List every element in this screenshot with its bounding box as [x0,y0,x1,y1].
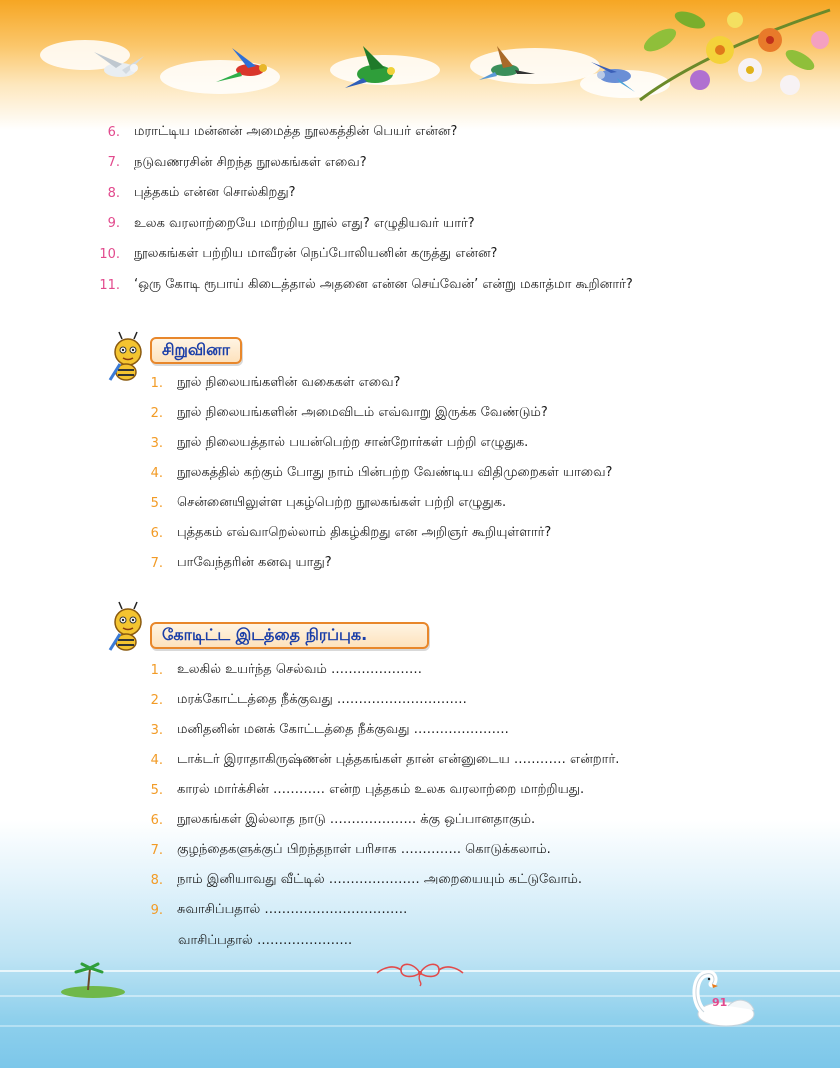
section-title: கோடிட்ட இடத்தை நிரப்புக. [150,622,429,649]
list-item [0,747,619,773]
item-number: 4. [150,752,163,768]
section-heading-short-questions [150,337,242,364]
list-item [0,777,584,803]
item-text: புத்தகம் எவ்வாறெல்லாம் திகழ்கிறது என அறிஞர் கூறியுள்ளார்? [177,525,552,540]
flower-branch-illustration [620,0,840,110]
section-heading-fill-blanks [150,622,429,649]
item-number: 8. [150,872,163,888]
item-text: புத்தகம் என்ன சொல்கிறது? [134,185,296,201]
list-item [0,897,407,923]
list-item-continuation [178,928,352,954]
page-number: 91 [712,996,728,1009]
item-number: 4. [150,465,163,481]
island-illustration [58,962,128,1002]
item-number: 2. [150,692,163,708]
item-text: நூலகங்கள் இல்லாத நாடு ……………….. க்கு ஒப்பானதாகும். [177,812,536,827]
item-text: நூல் நிலையங்களின் வகைகள் எவை? [177,375,401,390]
list-item [0,430,528,456]
item-text: காரல் மார்க்சின் ………… என்ற புத்தகம் உலக வரலாற்றை மாற்றியது. [177,782,585,797]
item-text: மனிதனின் மனக் கோட்டத்தை நீக்குவது …………………. [177,722,509,737]
decorative-ornament-icon [373,958,467,988]
item-number: 6. [107,124,120,140]
list-item [0,867,582,893]
list-item [0,807,535,833]
item-text: சென்னையிலுள்ள புகழ்பெற்ற நூலகங்கள் பற்றி எழுதுக. [177,495,507,510]
list-item [0,837,551,863]
item-number: 3. [150,722,163,738]
list-item [0,460,612,486]
item-text: உலக வரலாற்றையே மாற்றிய நூல் எது? எழுதியவர் யார்? [134,215,475,231]
item-text: மரக்கோட்டத்தை நீக்குவது ………………………… [177,692,467,707]
list-item [0,211,475,237]
item-number: 10. [99,246,120,262]
list-item [0,687,467,713]
item-text: நடுவணரசின் சிறந்த நூலகங்கள் எவை? [134,154,367,170]
section-title: சிறுவினா [150,337,242,364]
item-number: 5. [150,495,163,511]
item-text: குழந்தைகளுக்குப் பிறந்தநாள் பரிசாக ………….. கொடுக்கலாம். [177,842,551,857]
list-item [0,272,633,298]
item-text: டாக்டர் இராதாகிருஷ்ணன் புத்தகங்கள் தான் என்னுடைய ………… என்றார். [177,752,620,767]
item-text: வாசிப்பதால் …………………. [178,933,353,948]
item-number: 1. [150,662,163,678]
item-text: சுவாசிப்பதால் …………………………… [177,902,408,917]
list-item [0,241,497,267]
item-text: பாவேந்தரின் கனவு யாது? [177,555,332,570]
item-number: 7. [150,842,163,858]
list-item [0,150,367,176]
list-item [0,657,422,683]
list-item [0,400,548,426]
item-number: 2. [150,405,163,421]
item-text: உலகில் உயர்ந்த செல்வம் ………………… [177,662,422,677]
list-item [0,550,332,576]
list-item [0,370,400,396]
list-item [0,180,296,206]
item-number: 8. [107,185,120,201]
item-text: நூல் நிலையங்களின் அமைவிடம் எவ்வாறு இருக்க வேண்டும்? [177,405,548,420]
list-item [0,490,506,516]
item-text: மராட்டிய மன்னன் அமைத்த நூலகத்தின் பெயர் என்ன? [134,124,458,139]
item-number: 7. [107,155,120,171]
list-item [0,119,457,145]
item-number: 3. [150,435,163,451]
item-number: 7. [150,555,163,571]
item-number: 11. [99,277,120,293]
item-number: 6. [150,525,163,541]
item-number: 5. [150,782,163,798]
item-number: 6. [150,812,163,828]
item-number: 1. [150,375,163,391]
item-text: நாம் இனியாவது வீட்டில் ………………… அறையையும் கட்டுவோம். [177,872,583,887]
item-number: 9. [150,902,163,918]
item-text: நூலகத்தில் கற்கும் போது நாம் பின்பற்ற வேண்டிய விதிமுறைகள் யாவை? [177,465,613,480]
list-item [0,717,509,743]
item-number: 9. [107,216,120,232]
bee-mascot-icon [104,600,150,654]
item-text: நூல் நிலையத்தால் பயன்பெற்ற சான்றோர்கள் பற்றி எழுதுக. [177,435,529,450]
item-text: ‘ஒரு கோடி ரூபாய் கிடைத்தால் அதனை என்ன செய்வேன்’ என்று மகாத்மா கூறினார்? [134,277,633,292]
item-text: நூலகங்கள் பற்றிய மாவீரன் நெப்போலியனின் கருத்து என்ன? [134,246,498,262]
list-item [0,520,551,546]
